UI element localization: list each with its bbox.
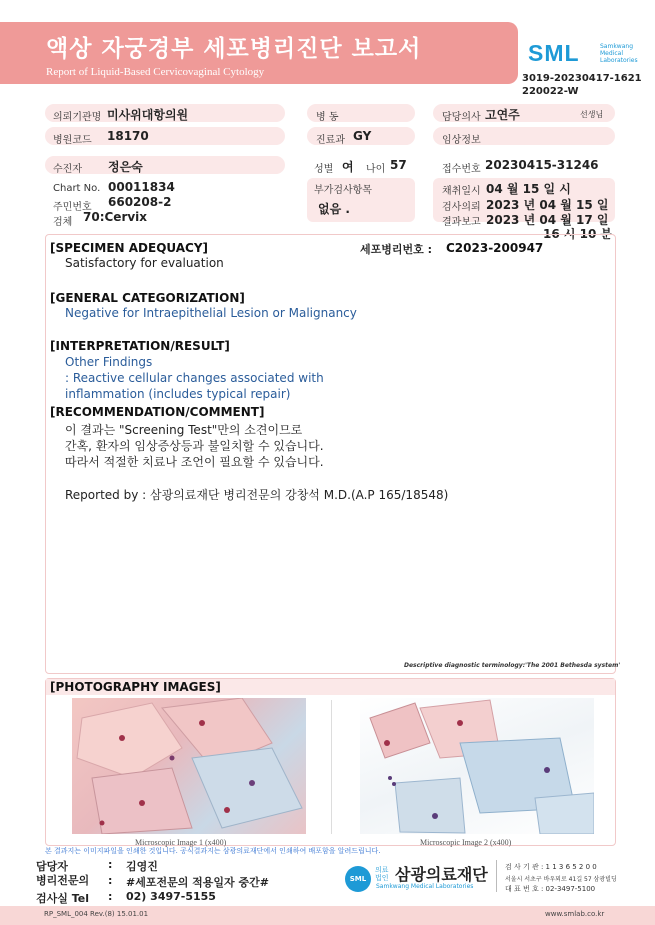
hospital-code-value: 18170 — [107, 129, 149, 143]
ward-label: 병 동 — [316, 112, 339, 123]
adequacy-text: Satisfactory for evaluation — [65, 256, 224, 270]
photo-heading: [PHOTOGRAPHY IMAGES] — [50, 680, 221, 694]
footer-divider — [496, 860, 497, 892]
result-date-value: 2023 년 04 월 17 일 — [486, 213, 609, 227]
pathology-no-value: C2023-200947 — [446, 241, 544, 255]
result-time-value: 16 시 10 분 — [543, 227, 613, 241]
resident-label: 주민번호 — [53, 202, 92, 213]
org-info-line: 검 사 기 관 : 1 1 3 6 5 2 0 0 — [505, 863, 597, 871]
rec-line: 따라서 적절한 치료나 조언이 필요할 수 있습니다. — [65, 455, 324, 469]
sex-label: 성별 — [314, 164, 334, 175]
chart-value: 00011834 — [108, 180, 175, 194]
report-id: 3019-20230417-1621 220022-W — [522, 73, 642, 97]
report-subtitle: Report of Liquid-Based Cervicovaginal Cytology — [46, 66, 265, 78]
extra-test-label: 부가검사항목 — [314, 185, 372, 196]
microscopic-image-2 — [360, 698, 594, 834]
collect-date-value: 04 월 15 일 시 — [486, 182, 571, 196]
manager-label: 담당자 — [36, 860, 68, 873]
collector-value: 정은숙 — [108, 160, 143, 174]
collect-date-label: 채취일시 — [442, 186, 481, 197]
org-en: Samkwang Medical Laboratories — [376, 883, 474, 890]
report-title: 액상 자궁경부 세포병리진단 보고서 — [46, 36, 422, 62]
terminology-note: Descriptive diagnostic terminology:'The 2001 Bethesda system' — [404, 662, 621, 669]
pathologist-sep: : — [108, 874, 113, 887]
microscopic-image-1 — [72, 698, 306, 834]
interp-line: : Reactive cellular changes associated with — [65, 371, 324, 385]
lab-tel-sep: : — [108, 890, 113, 903]
form-code: RP_SML_004 Rev.(8) 15.01.01 — [44, 910, 149, 918]
institution-value: 미사위대항의원 — [107, 108, 189, 122]
doctor-value: 고연주 — [485, 108, 520, 122]
result-date-label: 결과보고 — [442, 217, 481, 228]
photo-divider — [331, 700, 332, 834]
institution-label: 의뢰기관명 — [53, 112, 102, 123]
receipt-label: 접수번호 — [442, 164, 481, 175]
hospital-code-label: 병원코드 — [53, 135, 92, 146]
pathologist-label: 병리전문의 — [36, 874, 90, 887]
interp-line: inflammation (includes typical repair) — [65, 387, 291, 401]
extra-test-value: 없음 . — [318, 202, 350, 216]
request-date-label: 검사의뢰 — [442, 202, 481, 213]
request-date-value: 2023 년 04 월 15 일 — [486, 198, 609, 212]
caption-2: Microscopic Image 2 (x400) — [420, 838, 512, 847]
manager-value: 김영진 — [126, 860, 158, 873]
rec-heading: [RECOMMENDATION/COMMENT] — [50, 405, 265, 419]
department-value: GY — [353, 129, 372, 143]
rec-line: 간혹, 환자의 임상증상등과 불일치할 수 있습니다. — [65, 439, 324, 453]
sml-logo: SML — [528, 40, 580, 66]
sml-logo-subtext: Samkwang Medical Laboratories — [600, 43, 638, 64]
collector-label: 수진자 — [53, 164, 82, 175]
interp-line: Other Findings — [65, 355, 153, 369]
doctor-suffix: 선생님 — [580, 110, 604, 119]
rec-line: 이 결과는 "Screening Test"만의 소견이므로 — [65, 423, 303, 437]
lab-tel-label: 검사실 Tel — [36, 892, 89, 905]
age-value: 57 — [390, 158, 407, 172]
caption-1: Microscopic Image 1 (x400) — [135, 838, 227, 847]
resident-value: 660208-2 — [108, 195, 172, 209]
manager-sep: : — [108, 858, 113, 871]
chart-label: Chart No. — [53, 183, 101, 194]
receipt-value: 20230415-31246 — [485, 158, 599, 172]
interp-heading: [INTERPRETATION/RESULT] — [50, 339, 230, 353]
org-name: 삼광의료재단 — [395, 865, 488, 884]
doctor-label: 담당의사 — [442, 112, 481, 123]
pathologist-value: #세포전문의 적용일자 중간# — [126, 876, 269, 889]
category-text: Negative for Intraepithelial Lesion or Malignancy — [65, 306, 357, 320]
pathology-no-label: 세포병리번호 : — [360, 243, 432, 256]
org-info-line: 서울시 서초구 바우뫼로 41길 57 삼광빌딩 — [505, 876, 617, 883]
org-prefix: 의료 법인 — [375, 866, 389, 882]
specimen-label: 검체 — [53, 217, 73, 228]
org-info-line: 대 표 번 호 : 02-3497-5100 — [505, 885, 596, 893]
reported-by: Reported by : 삼광의료재단 병리전문의 강창석 M.D.(A.P 165/18548) — [65, 488, 449, 502]
adequacy-heading: [SPECIMEN ADEQUACY] — [50, 241, 209, 255]
lab-tel-value: 02) 3497-5155 — [126, 890, 216, 903]
department-label: 진료과 — [316, 135, 345, 146]
category-heading: [GENERAL CATEGORIZATION] — [50, 291, 245, 305]
footer-notice: 본 결과지는 이미지파일을 인쇄한 것입니다. 공식결과지는 삼광의료재단에서 인쇄하여 배포함을 알려드립니다. — [45, 847, 381, 855]
age-label: 나이 — [366, 164, 386, 175]
foundation-logo-icon: SML — [345, 866, 371, 892]
clinical-info-label: 임상정보 — [442, 135, 481, 146]
specimen-value: 70:Cervix — [83, 210, 148, 224]
website-link[interactable]: www.smlab.co.kr — [545, 910, 605, 918]
sex-value: 여 — [342, 160, 354, 174]
